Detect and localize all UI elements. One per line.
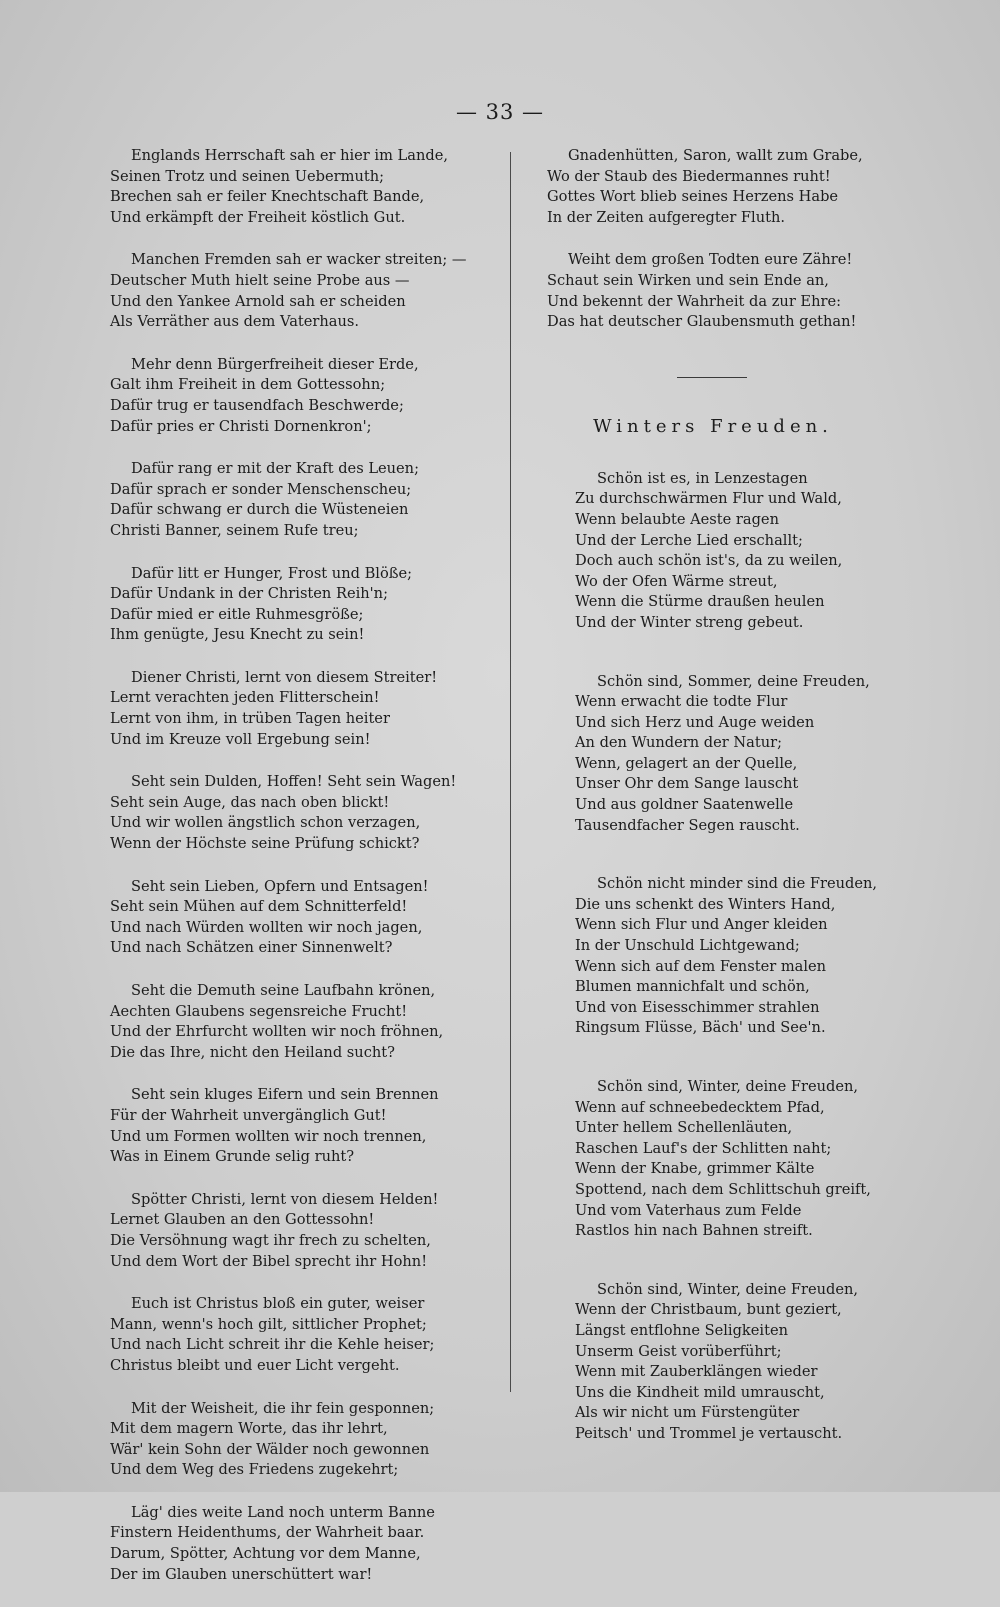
verse-line: Seht sein Auge, das nach oben blickt! xyxy=(110,793,390,811)
verse-line: Dafür rang er mit der Kraft des Leuen; xyxy=(131,460,419,478)
verse-line: Ihm genügte, Jesu Knecht zu sein! xyxy=(110,626,365,644)
verse-line: Die das Ihre, nicht den Heiland sucht? xyxy=(110,1043,395,1061)
poem-title: Winters Freuden. xyxy=(593,415,833,437)
verse-line: Wenn der Knabe, grimmer Kälte xyxy=(575,1160,815,1178)
verse-line: Schaut sein Wirken und sein Ende an, xyxy=(547,271,829,289)
verse-line: Seht sein Lieben, Opfern und Entsagen! xyxy=(131,877,429,895)
verse-line: Lernet Glauben an den Gottessohn! xyxy=(110,1211,375,1229)
stanza xyxy=(100,146,505,228)
verse-line: Und der Lerche Lied erschallt; xyxy=(575,531,803,549)
verse-line: Längst entflohne Seligkeiten xyxy=(575,1321,788,1339)
verse-line: Raschen Lauf's der Schlitten naht; xyxy=(575,1139,832,1157)
verse-line: Wenn sich auf dem Fenster malen xyxy=(575,957,827,975)
stanza xyxy=(100,355,505,437)
verse-line: Wenn, gelagert an der Quelle, xyxy=(575,754,798,772)
verse-line: Dafür mied er eitle Ruhmesgröße; xyxy=(110,605,364,623)
verse-line: Mit dem magern Worte, das ihr lehrt, xyxy=(110,1420,388,1438)
verse-line: Und erkämpft der Freiheit köstlich Gut. xyxy=(110,208,406,226)
verse-line: Wenn der Höchste seine Prüfung schickt? xyxy=(110,835,420,853)
right-top-stanzas xyxy=(530,146,890,333)
verse-line: Als Verräther aus dem Vaterhaus. xyxy=(110,313,360,331)
verse-line: Schön sind, Winter, deine Freuden, xyxy=(597,1078,859,1095)
stanza xyxy=(100,1085,505,1167)
stanza xyxy=(100,1399,505,1481)
verse-line: Zu durchschwärmen Flur und Wald, xyxy=(575,490,842,508)
stanza xyxy=(100,1294,505,1376)
verse-line: Schön ist es, in Lenzestagen xyxy=(597,469,808,487)
verse-line: Und bekennt der Wahrheit da zur Ehre: xyxy=(547,292,842,310)
verse-line: Wenn der Christbaum, bunt geziert, xyxy=(575,1301,842,1319)
verse-line: Und dem Weg des Friedens zugekehrt; xyxy=(110,1461,399,1479)
verse-line: Dafür sprach er sonder Menschenscheu; xyxy=(110,480,412,498)
verse-line: Das hat deutscher Glaubensmuth gethan! xyxy=(547,313,857,331)
verse-line: Seht sein kluges Eifern und sein Brennen xyxy=(131,1086,439,1104)
verse-line: Lernt von ihm, in trüben Tagen heiter xyxy=(110,710,390,728)
verse-line: Und nach Schätzen einer Sinnenwelt? xyxy=(110,939,393,957)
verse-line: Und im Kreuze voll Ergebung sein! xyxy=(110,730,371,748)
verse-line: Und nach Würden wollten wir noch jagen, xyxy=(110,918,423,936)
stanza xyxy=(530,1077,890,1242)
page-number: — 33 — xyxy=(455,100,545,124)
verse-line: Was in Einem Grunde selig ruht? xyxy=(110,1148,355,1166)
verse-line: Christus bleibt und euer Licht vergeht. xyxy=(110,1356,400,1374)
verse-line: Für der Wahrheit unvergänglich Gut! xyxy=(110,1106,387,1124)
verse-line: Uns die Kindheit mild umrauscht, xyxy=(575,1383,825,1401)
verse-line: Dafür schwang er durch die Wüsteneien xyxy=(110,501,409,519)
verse-line: Dafür pries er Christi Dornenkron'; xyxy=(110,417,372,435)
verse-line: Und dem Wort der Bibel sprecht ihr Hohn! xyxy=(110,1252,428,1270)
verse-line: Wenn mit Zauberklängen wieder xyxy=(575,1363,818,1381)
stanza xyxy=(100,668,505,750)
verse-line: Seht sein Dulden, Hoffen! Seht sein Wagen! xyxy=(131,773,457,791)
verse-line: Deutscher Muth hielt seine Probe aus — xyxy=(110,271,410,289)
verse-line: Mit der Weisheit, die ihr fein gesponnen; xyxy=(131,1399,435,1417)
verse-line: Peitsch' und Trommel je vertauscht. xyxy=(575,1424,843,1442)
verse-line: Galt ihm Freiheit in dem Gottessohn; xyxy=(110,376,386,394)
verse-line: Schön sind, Winter, deine Freuden, xyxy=(597,1280,859,1298)
verse-line: Schön sind, Sommer, deine Freuden, xyxy=(597,672,870,690)
verse-line: Und aus goldner Saatenwelle xyxy=(575,796,794,814)
stanza xyxy=(530,1280,890,1445)
verse-line: Finstern Heidenthums, der Wahrheit baar. xyxy=(110,1524,425,1542)
right-column xyxy=(530,146,890,1483)
verse-line: Rastlos hin nach Bahnen streift. xyxy=(575,1222,813,1240)
verse-line: Aechten Glaubens segensreiche Frucht! xyxy=(110,1002,408,1020)
stanza xyxy=(530,146,890,228)
verse-line: Darum, Spötter, Achtung vor dem Manne, xyxy=(110,1545,421,1563)
verse-line: Die uns schenkt des Winters Hand, xyxy=(575,895,836,913)
verse-line: Als wir nicht um Fürstengüter xyxy=(575,1404,800,1422)
verse-line: Wo der Staub des Biedermannes ruht! xyxy=(547,167,831,185)
stanza xyxy=(530,672,890,837)
verse-line: In der Zeiten aufgeregter Fluth. xyxy=(547,208,786,226)
verse-line: Unter hellem Schellenläuten, xyxy=(575,1119,793,1137)
verse-line: Gottes Wort blieb seines Herzens Habe xyxy=(547,188,839,206)
verse-line: Lernt verachten jeden Flitterschein! xyxy=(110,689,380,707)
verse-line: Brechen sah er feiler Knechtschaft Bande, xyxy=(110,188,425,206)
verse-line: Schön nicht minder sind die Freuden, xyxy=(597,875,878,893)
stanza xyxy=(100,1190,505,1272)
verse-line: Und vom Vaterhaus zum Felde xyxy=(575,1201,802,1219)
verse-line: Blumen mannichfalt und schön, xyxy=(575,978,810,996)
column-divider xyxy=(510,152,511,1392)
verse-line: Der im Glauben unerschüttert war! xyxy=(110,1565,373,1583)
stanza xyxy=(100,772,505,854)
verse-line: Tausendfacher Segen rauscht. xyxy=(575,816,800,834)
stanza xyxy=(100,1503,505,1585)
verse-line: Spottend, nach dem Schlittschuh greift, xyxy=(575,1180,871,1198)
verse-line: Und sich Herz und Auge weiden xyxy=(575,713,815,731)
verse-line: Doch auch schön ist's, da zu weilen, xyxy=(575,552,843,570)
verse-line: In der Unschuld Lichtgewand; xyxy=(575,937,800,955)
stanza xyxy=(530,250,890,332)
stanza xyxy=(530,469,890,634)
stanza xyxy=(100,459,505,541)
verse-line: Gnadenhütten, Saron, wallt zum Grabe, xyxy=(568,147,863,164)
verse-line: Die Versöhnung wagt ihr frech zu schelten, xyxy=(110,1231,431,1249)
verse-line: Mann, wenn's hoch gilt, sittlicher Prophet; xyxy=(110,1315,427,1333)
stanza xyxy=(100,250,505,332)
verse-line: Wär' kein Sohn der Wälder noch gewonnen xyxy=(110,1440,430,1458)
verse-line: Weiht dem großen Todten eure Zähre! xyxy=(568,251,853,269)
stanza xyxy=(100,981,505,1063)
verse-line: Und der Ehrfurcht wollten wir noch fröhnen, xyxy=(110,1023,444,1041)
section-rule xyxy=(677,377,747,378)
verse-line: Dafür litt er Hunger, Frost und Blöße; xyxy=(131,564,413,582)
verse-line: Euch ist Christus bloß ein guter, weiser xyxy=(131,1295,425,1313)
verse-line: Wenn erwacht die todte Flur xyxy=(575,693,788,711)
verse-line: Englands Herrschaft sah er hier im Lande, xyxy=(131,147,448,164)
poem-winters-freuden xyxy=(530,469,890,1445)
left-column xyxy=(100,146,505,1607)
verse-line: Diener Christi, lernt von diesem Streiter! xyxy=(131,668,438,686)
verse-line: Dafür trug er tausendfach Beschwerde; xyxy=(110,396,404,414)
verse-line: Und der Winter streng gebeut. xyxy=(575,613,804,631)
verse-line: Wenn sich Flur und Anger kleiden xyxy=(575,916,828,934)
verse-line: Wo der Ofen Wärme streut, xyxy=(575,572,778,590)
stanza xyxy=(530,874,890,1039)
verse-line: Und von Eisesschimmer strahlen xyxy=(575,998,820,1016)
stanza xyxy=(100,877,505,959)
stanza xyxy=(100,564,505,646)
verse-line: Und um Formen wollten wir noch trennen, xyxy=(110,1127,427,1145)
verse-line: Und nach Licht schreit ihr die Kehle heiser; xyxy=(110,1336,435,1354)
verse-line: Wenn die Stürme draußen heulen xyxy=(575,593,825,611)
verse-line: Seht sein Mühen auf dem Schnitterfeld! xyxy=(110,898,408,916)
verse-line: Und wir wollen ängstlich schon verzagen, xyxy=(110,814,421,832)
verse-line: Seinen Trotz und seinen Uebermuth; xyxy=(110,167,385,185)
verse-line: Dafür Undank in der Christen Reih'n; xyxy=(110,585,388,603)
verse-line: Manchen Fremden sah er wacker streiten; — xyxy=(131,251,467,269)
verse-line: Und den Yankee Arnold sah er scheiden xyxy=(110,292,406,310)
verse-line: Wenn auf schneebedecktem Pfad, xyxy=(575,1098,825,1116)
verse-line: Mehr denn Bürgerfreiheit dieser Erde, xyxy=(131,355,419,373)
verse-line: Christi Banner, seinem Rufe treu; xyxy=(110,521,359,539)
verse-line: Ringsum Flüsse, Bäch' und See'n. xyxy=(575,1019,826,1037)
verse-line: Läg' dies weite Land noch unterm Banne xyxy=(131,1503,435,1521)
verse-line: Wenn belaubte Aeste ragen xyxy=(575,510,779,528)
verse-line: Unser Ohr dem Sange lauscht xyxy=(575,775,799,793)
verse-line: Seht die Demuth seine Laufbahn krönen, xyxy=(131,982,436,999)
verse-line: Unserm Geist vorüberführt; xyxy=(575,1342,782,1360)
verse-line: Spötter Christi, lernt von diesem Helden! xyxy=(131,1190,439,1208)
verse-line: An den Wundern der Natur; xyxy=(575,734,783,752)
